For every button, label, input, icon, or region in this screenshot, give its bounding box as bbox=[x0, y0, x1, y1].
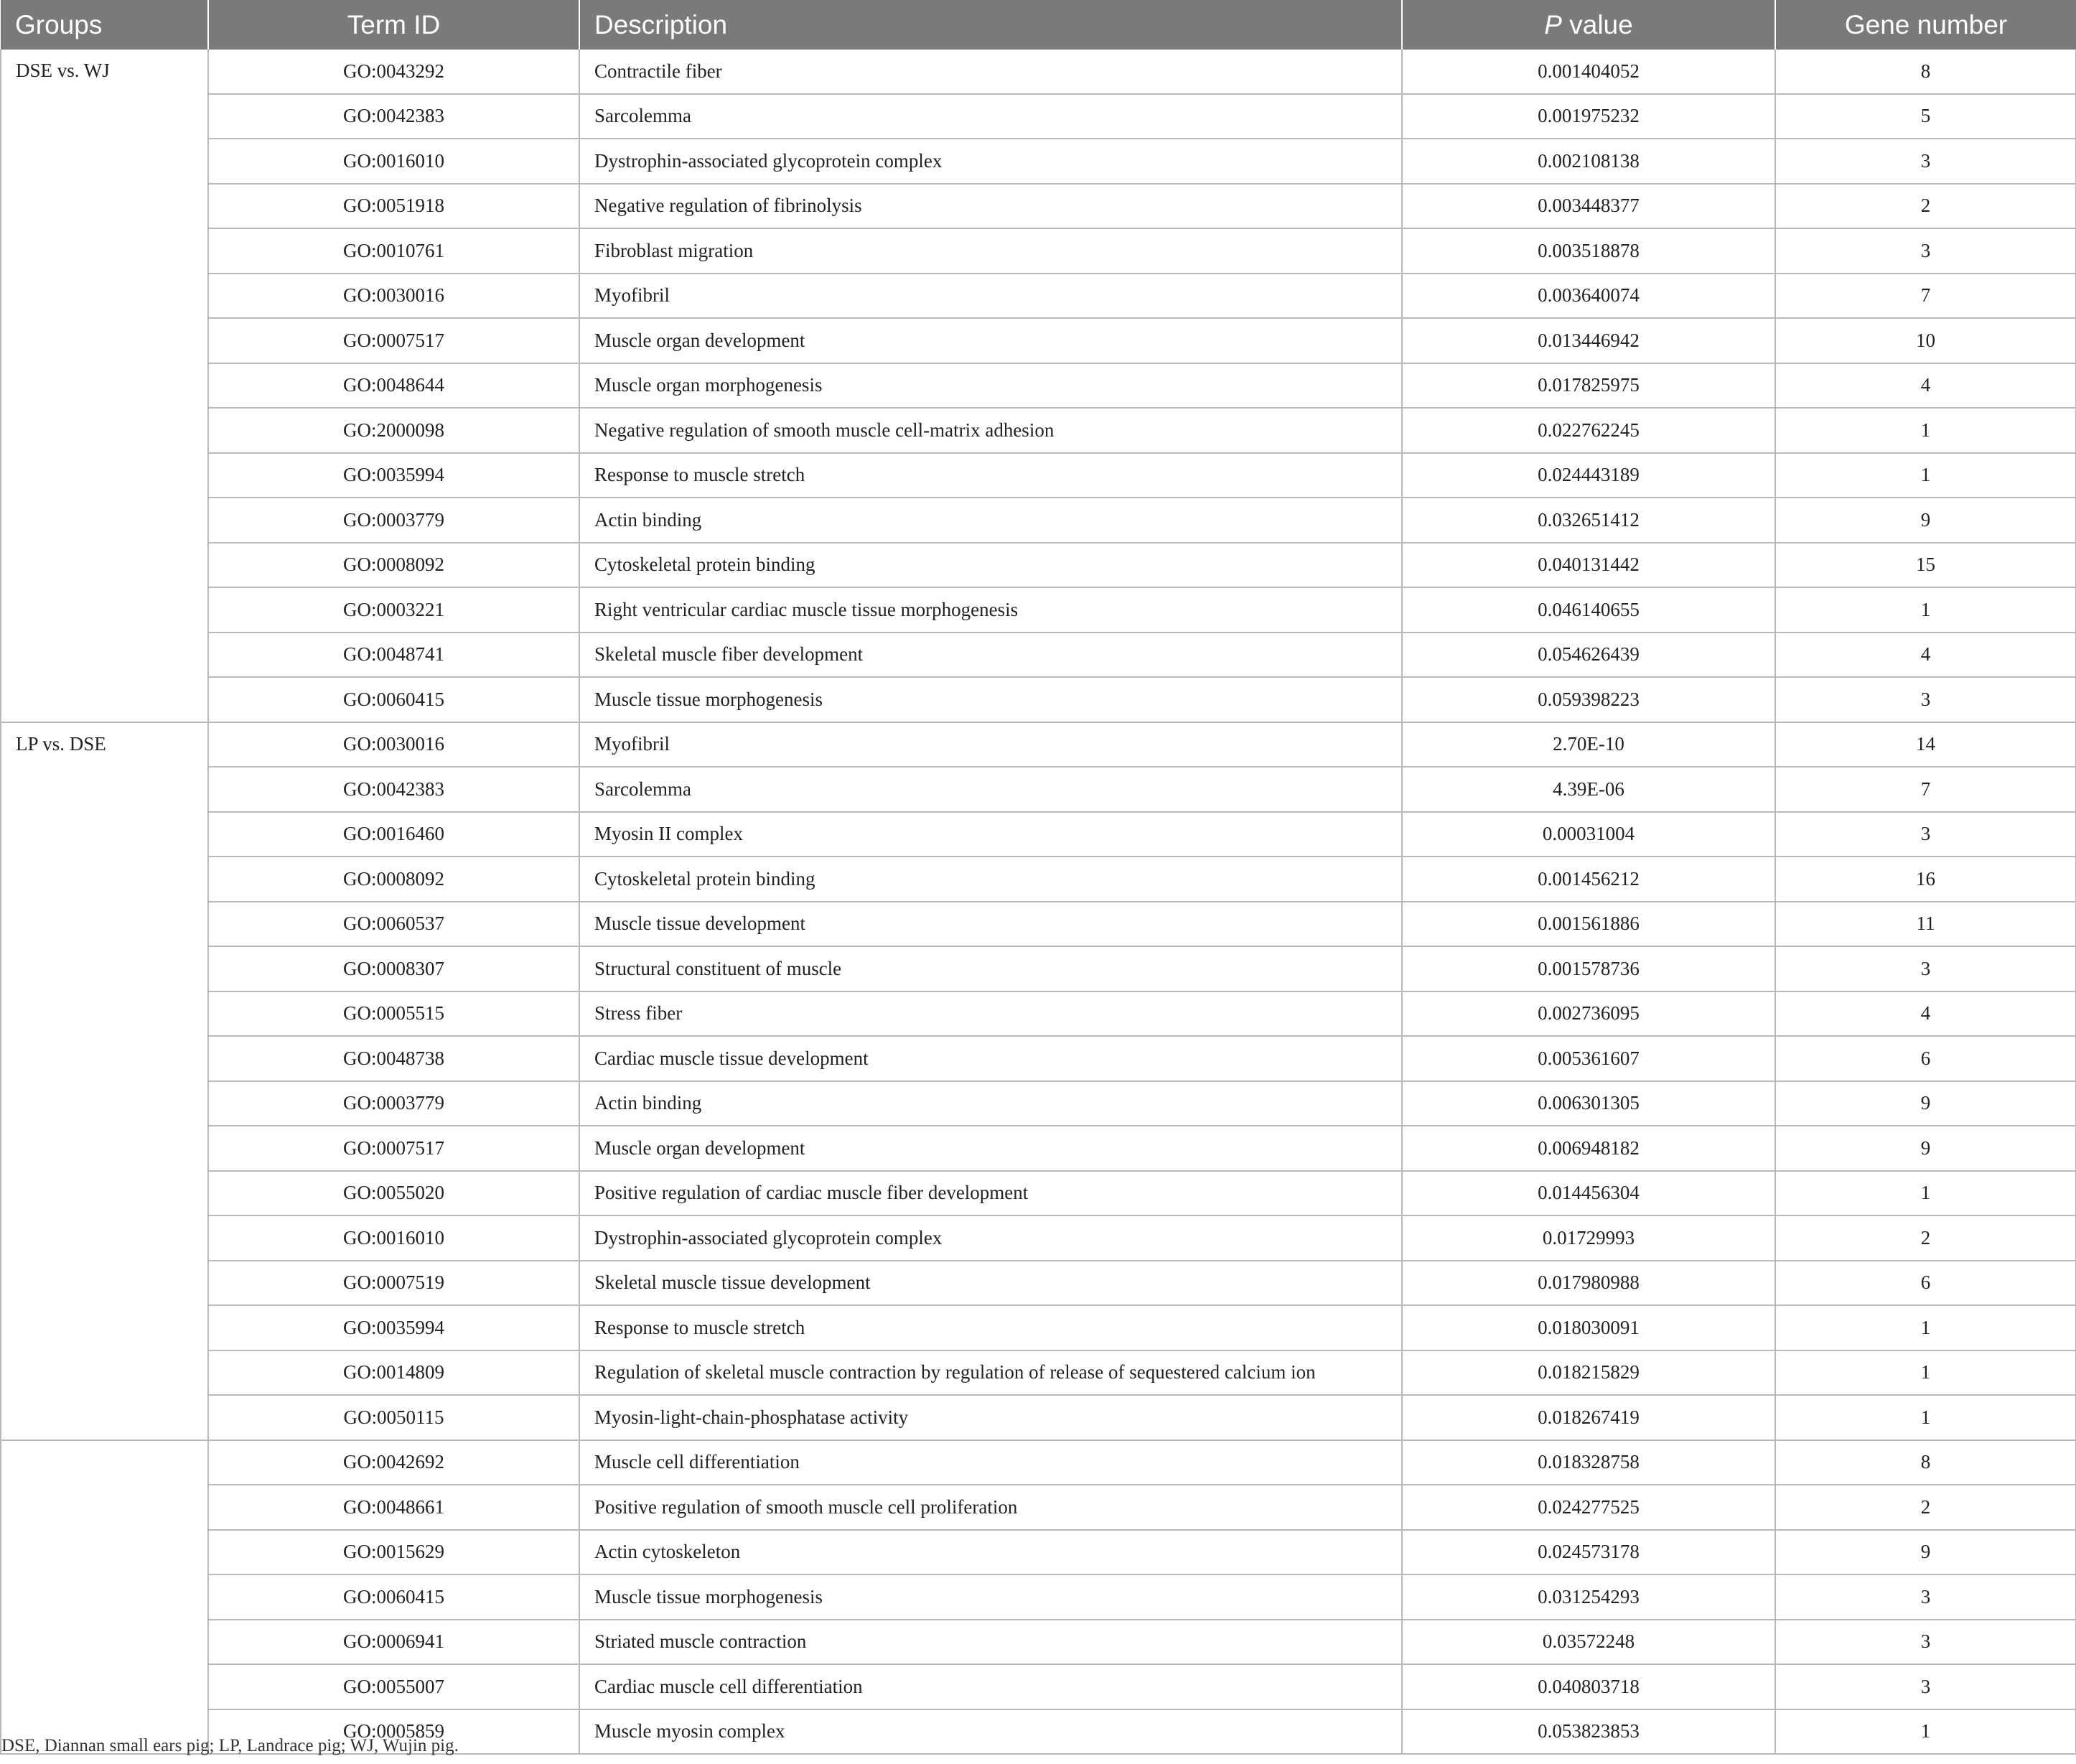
term-id-cell: GO:0030016 bbox=[208, 274, 579, 319]
description-cell: Myofibril bbox=[579, 722, 1402, 767]
p-value-cell: 0.00031004 bbox=[1402, 812, 1775, 857]
table-row bbox=[1, 318, 2076, 363]
table-row bbox=[1, 139, 2076, 184]
gene-number-cell: 7 bbox=[1775, 767, 2076, 812]
description-cell: Actin cytoskeleton bbox=[579, 1530, 1402, 1575]
gene-number-cell: 6 bbox=[1775, 1261, 2076, 1306]
term-id-cell: GO:0048661 bbox=[208, 1485, 579, 1530]
gene-number-cell: 1 bbox=[1775, 1305, 2076, 1350]
header-gene-number: Gene number bbox=[1775, 0, 2076, 50]
description-cell: Stress fiber bbox=[579, 991, 1402, 1037]
table-row bbox=[1, 1620, 2076, 1665]
table-row bbox=[1, 1574, 2076, 1620]
group-label: DSE vs. WJ bbox=[1, 50, 208, 722]
header-groups: Groups bbox=[1, 0, 208, 50]
description-cell: Negative regulation of fibrinolysis bbox=[579, 184, 1402, 229]
term-id-cell: GO:0055007 bbox=[208, 1664, 579, 1709]
description-cell: Structural constituent of muscle bbox=[579, 946, 1402, 991]
term-id-cell: GO:0042692 bbox=[208, 1440, 579, 1485]
term-id-cell: GO:2000098 bbox=[208, 408, 579, 453]
gene-number-cell: 16 bbox=[1775, 857, 2076, 902]
term-id-cell: GO:0005515 bbox=[208, 991, 579, 1037]
p-value-cell: 0.03572248 bbox=[1402, 1620, 1775, 1665]
p-value-cell: 0.017980988 bbox=[1402, 1261, 1775, 1306]
description-cell: Cardiac muscle tissue development bbox=[579, 1036, 1402, 1081]
p-value-cell: 0.002108138 bbox=[1402, 139, 1775, 184]
table-row bbox=[1, 1215, 2076, 1261]
term-id-cell: GO:0051918 bbox=[208, 184, 579, 229]
p-value-cell: 0.053823853 bbox=[1402, 1709, 1775, 1755]
gene-number-cell: 9 bbox=[1775, 498, 2076, 543]
term-id-cell: GO:0060415 bbox=[208, 1574, 579, 1620]
term-id-cell: GO:0048644 bbox=[208, 363, 579, 409]
p-value-cell: 0.059398223 bbox=[1402, 677, 1775, 722]
term-id-cell: GO:0016010 bbox=[208, 139, 579, 184]
p-value-cell: 0.001561886 bbox=[1402, 902, 1775, 947]
table-row bbox=[1, 184, 2076, 229]
table-row bbox=[1, 543, 2076, 588]
table-row bbox=[1, 677, 2076, 722]
description-cell: Muscle tissue development bbox=[579, 902, 1402, 947]
table-row bbox=[1, 767, 2076, 812]
description-cell: Muscle organ development bbox=[579, 318, 1402, 363]
p-value-cell: 0.003518878 bbox=[1402, 228, 1775, 274]
p-value-cell: 0.024443189 bbox=[1402, 453, 1775, 498]
p-value-cell: 0.01729993 bbox=[1402, 1215, 1775, 1261]
term-id-cell: GO:0048738 bbox=[208, 1036, 579, 1081]
p-value-cell: 0.018030091 bbox=[1402, 1305, 1775, 1350]
description-cell: Positive regulation of smooth muscle cell proliferation bbox=[579, 1485, 1402, 1530]
description-cell: Fibroblast migration bbox=[579, 228, 1402, 274]
table-row bbox=[1, 1261, 2076, 1306]
header-row bbox=[1, 0, 2076, 50]
p-value-cell: 0.024277525 bbox=[1402, 1485, 1775, 1530]
table-row bbox=[1, 1350, 2076, 1396]
gene-number-cell: 9 bbox=[1775, 1081, 2076, 1126]
table-row bbox=[1, 1485, 2076, 1530]
gene-number-cell: 3 bbox=[1775, 812, 2076, 857]
gene-number-cell: 3 bbox=[1775, 677, 2076, 722]
description-cell: Muscle tissue morphogenesis bbox=[579, 677, 1402, 722]
description-cell: Cytoskeletal protein binding bbox=[579, 543, 1402, 588]
p-value-cell: 0.001456212 bbox=[1402, 857, 1775, 902]
table-row bbox=[1, 1126, 2076, 1171]
gene-number-cell: 3 bbox=[1775, 139, 2076, 184]
term-id-cell: GO:0014809 bbox=[208, 1350, 579, 1396]
description-cell: Actin binding bbox=[579, 1081, 1402, 1126]
table-row bbox=[1, 1305, 2076, 1350]
term-id-cell: GO:0010761 bbox=[208, 228, 579, 274]
table-row bbox=[1, 1171, 2076, 1216]
table-row bbox=[1, 946, 2076, 991]
description-cell: Actin binding bbox=[579, 498, 1402, 543]
table-row bbox=[1, 1036, 2076, 1081]
term-id-cell: GO:0008307 bbox=[208, 946, 579, 991]
gene-number-cell: 8 bbox=[1775, 50, 2076, 94]
p-value-cell: 0.024573178 bbox=[1402, 1530, 1775, 1575]
description-cell: Skeletal muscle fiber development bbox=[579, 633, 1402, 678]
description-cell: Cytoskeletal protein binding bbox=[579, 857, 1402, 902]
gene-number-cell: 5 bbox=[1775, 94, 2076, 139]
p-value-cell: 0.040803718 bbox=[1402, 1664, 1775, 1709]
gene-number-cell: 10 bbox=[1775, 318, 2076, 363]
p-value-cell: 4.39E-06 bbox=[1402, 767, 1775, 812]
p-value-cell: 0.001578736 bbox=[1402, 946, 1775, 991]
description-cell: Dystrophin-associated glycoprotein complex bbox=[579, 1215, 1402, 1261]
gene-number-cell: 3 bbox=[1775, 1620, 2076, 1665]
p-value-cell: 0.003640074 bbox=[1402, 274, 1775, 319]
p-value-cell: 0.017825975 bbox=[1402, 363, 1775, 409]
gene-number-cell: 2 bbox=[1775, 1485, 2076, 1530]
description-cell: Right ventricular cardiac muscle tissue morphogenesis bbox=[579, 587, 1402, 633]
description-cell: Response to muscle stretch bbox=[579, 453, 1402, 498]
p-value-cell: 0.006301305 bbox=[1402, 1081, 1775, 1126]
term-id-cell: GO:0005859 bbox=[208, 1709, 579, 1755]
description-cell: Striated muscle contraction bbox=[579, 1620, 1402, 1665]
gene-number-cell: 3 bbox=[1775, 228, 2076, 274]
description-cell: Myosin-light-chain-phosphatase activity bbox=[579, 1395, 1402, 1440]
table-footnote: DSE, Diannan small ears pig; LP, Landrace pig; WJ, Wujin pig. bbox=[1, 1736, 459, 1755]
gene-number-cell: 11 bbox=[1775, 902, 2076, 947]
description-cell: Cardiac muscle cell differentiation bbox=[579, 1664, 1402, 1709]
table-row bbox=[1, 228, 2076, 274]
gene-number-cell: 4 bbox=[1775, 991, 2076, 1037]
header-description: Description bbox=[579, 0, 1402, 50]
gene-number-cell: 1 bbox=[1775, 408, 2076, 453]
p-value-cell: 0.018267419 bbox=[1402, 1395, 1775, 1440]
p-value-cell: 0.006948182 bbox=[1402, 1126, 1775, 1171]
gene-number-cell: 7 bbox=[1775, 274, 2076, 319]
table-row bbox=[1, 94, 2076, 139]
p-value-cell: 2.70E-10 bbox=[1402, 722, 1775, 767]
term-id-cell: GO:0007517 bbox=[208, 318, 579, 363]
term-id-cell: GO:0042383 bbox=[208, 767, 579, 812]
term-id-cell: GO:0060415 bbox=[208, 677, 579, 722]
description-cell: Myofibril bbox=[579, 274, 1402, 319]
gene-number-cell: 3 bbox=[1775, 1664, 2076, 1709]
description-cell: Myosin II complex bbox=[579, 812, 1402, 857]
p-value-cell: 0.018215829 bbox=[1402, 1350, 1775, 1396]
term-id-cell: GO:0042383 bbox=[208, 94, 579, 139]
term-id-cell: GO:0003779 bbox=[208, 1081, 579, 1126]
table-row bbox=[1, 991, 2076, 1037]
term-id-cell: GO:0060537 bbox=[208, 902, 579, 947]
group-label bbox=[1, 1440, 208, 1755]
table-row bbox=[1, 1664, 2076, 1709]
p-value-cell: 0.003448377 bbox=[1402, 184, 1775, 229]
description-cell: Positive regulation of cardiac muscle fiber development bbox=[579, 1171, 1402, 1216]
gene-number-cell: 1 bbox=[1775, 1395, 2076, 1440]
term-id-cell: GO:0016460 bbox=[208, 812, 579, 857]
gene-number-cell: 14 bbox=[1775, 722, 2076, 767]
table-row bbox=[1, 363, 2076, 409]
table-row bbox=[1, 722, 2076, 767]
description-cell: Muscle cell differentiation bbox=[579, 1440, 1402, 1485]
p-value-cell: 0.022762245 bbox=[1402, 408, 1775, 453]
term-id-cell: GO:0055020 bbox=[208, 1171, 579, 1216]
description-cell: Muscle organ morphogenesis bbox=[579, 363, 1402, 409]
gene-number-cell: 3 bbox=[1775, 1574, 2076, 1620]
term-id-cell: GO:0043292 bbox=[208, 50, 579, 94]
gene-number-cell: 1 bbox=[1775, 587, 2076, 633]
gene-number-cell: 4 bbox=[1775, 363, 2076, 409]
description-cell: Sarcolemma bbox=[579, 767, 1402, 812]
term-id-cell: GO:0007519 bbox=[208, 1261, 579, 1306]
term-id-cell: GO:0030016 bbox=[208, 722, 579, 767]
table-row bbox=[1, 1395, 2076, 1440]
p-value-cell: 0.014456304 bbox=[1402, 1171, 1775, 1216]
description-cell: Response to muscle stretch bbox=[579, 1305, 1402, 1350]
description-cell: Skeletal muscle tissue development bbox=[579, 1261, 1402, 1306]
term-id-cell: GO:0008092 bbox=[208, 857, 579, 902]
table-row bbox=[1, 50, 2076, 94]
table-row bbox=[1, 498, 2076, 543]
p-value-cell: 0.018328758 bbox=[1402, 1440, 1775, 1485]
header-p-value bbox=[1402, 0, 1775, 50]
table-row bbox=[1, 1440, 2076, 1485]
p-value-cell: 0.040131442 bbox=[1402, 543, 1775, 588]
p-value-cell: 0.001975232 bbox=[1402, 94, 1775, 139]
header-p-italic: P bbox=[1544, 9, 1562, 39]
description-cell: Muscle organ development bbox=[579, 1126, 1402, 1171]
term-id-cell: GO:0048741 bbox=[208, 633, 579, 678]
table-row bbox=[1, 902, 2076, 947]
p-value-cell: 0.046140655 bbox=[1402, 587, 1775, 633]
gene-number-cell: 6 bbox=[1775, 1036, 2076, 1081]
table-row bbox=[1, 1081, 2076, 1126]
gene-number-cell: 8 bbox=[1775, 1440, 2076, 1485]
term-id-cell: GO:0016010 bbox=[208, 1215, 579, 1261]
term-id-cell: GO:0050115 bbox=[208, 1395, 579, 1440]
description-cell: Negative regulation of smooth muscle cell-matrix adhesion bbox=[579, 408, 1402, 453]
header-p-rest: value bbox=[1561, 9, 1633, 39]
p-value-cell: 0.032651412 bbox=[1402, 498, 1775, 543]
table-row bbox=[1, 812, 2076, 857]
table-row bbox=[1, 408, 2076, 453]
term-id-cell: GO:0006941 bbox=[208, 1620, 579, 1665]
description-cell: Sarcolemma bbox=[579, 94, 1402, 139]
gene-number-cell: 1 bbox=[1775, 1171, 2076, 1216]
gene-number-cell: 15 bbox=[1775, 543, 2076, 588]
table-row bbox=[1, 274, 2076, 319]
group-label: LP vs. DSE bbox=[1, 722, 208, 1440]
description-cell: Muscle tissue morphogenesis bbox=[579, 1574, 1402, 1620]
gene-number-cell: 1 bbox=[1775, 453, 2076, 498]
gene-number-cell: 1 bbox=[1775, 1350, 2076, 1396]
p-value-cell: 0.054626439 bbox=[1402, 633, 1775, 678]
table-row bbox=[1, 857, 2076, 902]
description-cell: Muscle myosin complex bbox=[579, 1709, 1402, 1755]
p-value-cell: 0.031254293 bbox=[1402, 1574, 1775, 1620]
p-value-cell: 0.002736095 bbox=[1402, 991, 1775, 1037]
term-id-cell: GO:0008092 bbox=[208, 543, 579, 588]
description-cell: Regulation of skeletal muscle contraction by regulation of release of sequestered calcium ion bbox=[579, 1350, 1402, 1396]
term-id-cell: GO:0007517 bbox=[208, 1126, 579, 1171]
term-id-cell: GO:0035994 bbox=[208, 1305, 579, 1350]
description-cell: Contractile fiber bbox=[579, 50, 1402, 94]
gene-number-cell: 9 bbox=[1775, 1126, 2076, 1171]
term-id-cell: GO:0003779 bbox=[208, 498, 579, 543]
gene-number-cell: 1 bbox=[1775, 1709, 2076, 1755]
term-id-cell: GO:0035994 bbox=[208, 453, 579, 498]
term-id-cell: GO:0003221 bbox=[208, 587, 579, 633]
header-term-id: Term ID bbox=[208, 0, 579, 50]
table-row bbox=[1, 1530, 2076, 1575]
table-body bbox=[1, 50, 2076, 1754]
gene-number-cell: 4 bbox=[1775, 633, 2076, 678]
p-value-cell: 0.001404052 bbox=[1402, 50, 1775, 94]
gene-number-cell: 2 bbox=[1775, 184, 2076, 229]
gene-number-cell: 3 bbox=[1775, 946, 2076, 991]
table-row bbox=[1, 587, 2076, 633]
gene-number-cell: 2 bbox=[1775, 1215, 2076, 1261]
p-value-cell: 0.005361607 bbox=[1402, 1036, 1775, 1081]
table-row bbox=[1, 633, 2076, 678]
term-id-cell: GO:0015629 bbox=[208, 1530, 579, 1575]
gene-number-cell: 9 bbox=[1775, 1530, 2076, 1575]
table-row bbox=[1, 453, 2076, 498]
p-value-cell: 0.013446942 bbox=[1402, 318, 1775, 363]
description-cell: Dystrophin-associated glycoprotein complex bbox=[579, 139, 1402, 184]
